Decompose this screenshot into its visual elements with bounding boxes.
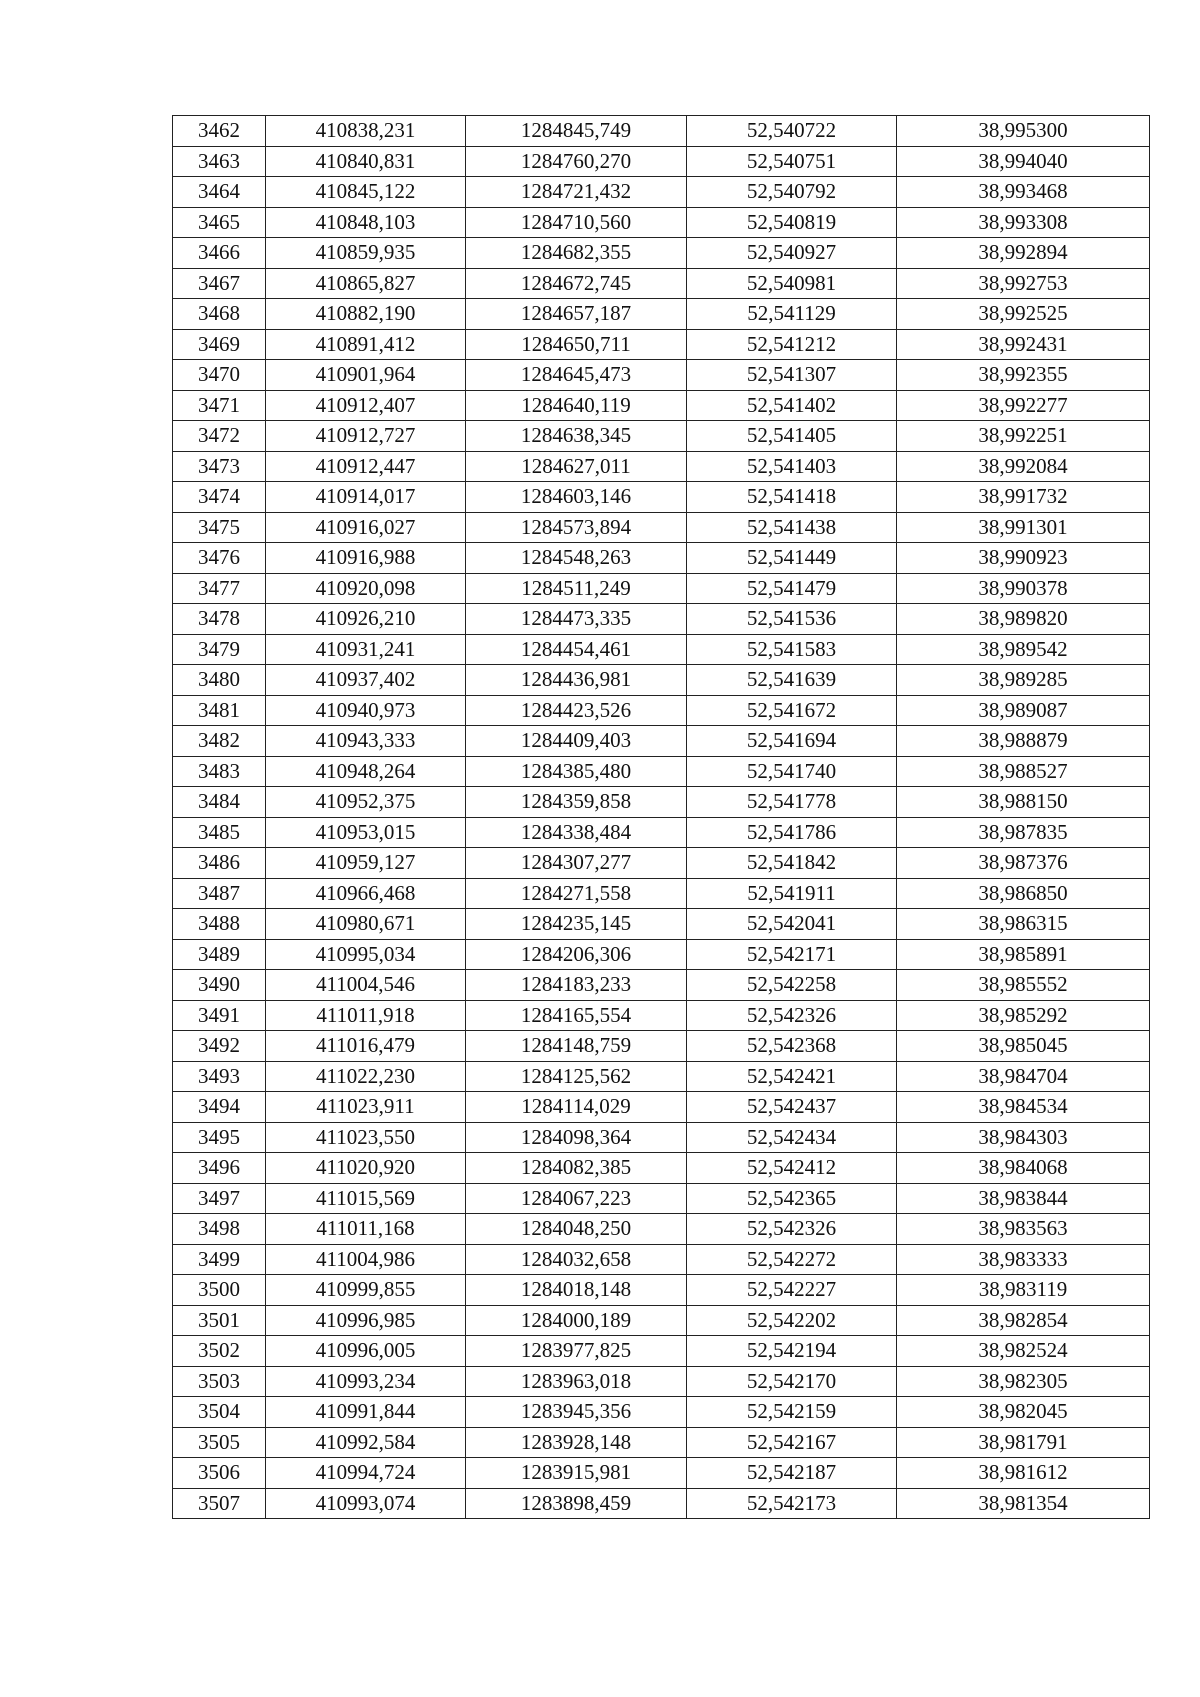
table-row — [173, 1336, 1150, 1367]
point-number-cell: 3474 — [173, 482, 266, 513]
longitude-cell: 38,985292 — [897, 1000, 1150, 1031]
table-row — [173, 1488, 1150, 1519]
latitude-cell: 52,542194 — [687, 1336, 897, 1367]
latitude-cell: 52,541672 — [687, 695, 897, 726]
point-number-cell: 3490 — [173, 970, 266, 1001]
latitude-cell: 52,542421 — [687, 1061, 897, 1092]
y-coordinate-cell: 1284423,526 — [466, 695, 687, 726]
y-coordinate-cell: 1284638,345 — [466, 421, 687, 452]
table-row — [173, 909, 1150, 940]
longitude-cell: 38,982045 — [897, 1397, 1150, 1428]
table-row — [173, 1458, 1150, 1489]
point-number-cell: 3493 — [173, 1061, 266, 1092]
table-row — [173, 177, 1150, 208]
latitude-cell: 52,540981 — [687, 268, 897, 299]
table-row — [173, 756, 1150, 787]
point-number-cell: 3503 — [173, 1366, 266, 1397]
y-coordinate-cell: 1284548,263 — [466, 543, 687, 574]
latitude-cell: 52,541129 — [687, 299, 897, 330]
x-coordinate-cell: 410916,027 — [266, 512, 466, 543]
table-row — [173, 116, 1150, 147]
y-coordinate-cell: 1284640,119 — [466, 390, 687, 421]
latitude-cell: 52,542365 — [687, 1183, 897, 1214]
latitude-cell: 52,541479 — [687, 573, 897, 604]
x-coordinate-cell: 410901,964 — [266, 360, 466, 391]
point-number-cell: 3468 — [173, 299, 266, 330]
point-number-cell: 3464 — [173, 177, 266, 208]
table-row — [173, 1092, 1150, 1123]
point-number-cell: 3504 — [173, 1397, 266, 1428]
longitude-cell: 38,989820 — [897, 604, 1150, 635]
y-coordinate-cell: 1284082,385 — [466, 1153, 687, 1184]
x-coordinate-cell: 411015,569 — [266, 1183, 466, 1214]
table-row — [173, 1031, 1150, 1062]
latitude-cell: 52,542173 — [687, 1488, 897, 1519]
x-coordinate-cell: 410926,210 — [266, 604, 466, 635]
y-coordinate-cell: 1284603,146 — [466, 482, 687, 513]
table-row — [173, 1305, 1150, 1336]
x-coordinate-cell: 410994,724 — [266, 1458, 466, 1489]
latitude-cell: 52,540819 — [687, 207, 897, 238]
latitude-cell: 52,542170 — [687, 1366, 897, 1397]
coordinates-table-body — [173, 116, 1150, 1519]
x-coordinate-cell: 410914,017 — [266, 482, 466, 513]
point-number-cell: 3494 — [173, 1092, 266, 1123]
x-coordinate-cell: 410865,827 — [266, 268, 466, 299]
latitude-cell: 52,540927 — [687, 238, 897, 269]
longitude-cell: 38,985552 — [897, 970, 1150, 1001]
table-row — [173, 482, 1150, 513]
latitude-cell: 52,541583 — [687, 634, 897, 665]
y-coordinate-cell: 1283928,148 — [466, 1427, 687, 1458]
longitude-cell: 38,981354 — [897, 1488, 1150, 1519]
latitude-cell: 52,541639 — [687, 665, 897, 696]
table-row — [173, 939, 1150, 970]
table-row — [173, 1153, 1150, 1184]
y-coordinate-cell: 1283945,356 — [466, 1397, 687, 1428]
table-row — [173, 634, 1150, 665]
longitude-cell: 38,986850 — [897, 878, 1150, 909]
y-coordinate-cell: 1284710,560 — [466, 207, 687, 238]
x-coordinate-cell: 410891,412 — [266, 329, 466, 360]
table-row — [173, 817, 1150, 848]
y-coordinate-cell: 1284067,223 — [466, 1183, 687, 1214]
table-row — [173, 543, 1150, 574]
x-coordinate-cell: 410943,333 — [266, 726, 466, 757]
x-coordinate-cell: 410966,468 — [266, 878, 466, 909]
point-number-cell: 3497 — [173, 1183, 266, 1214]
point-number-cell: 3507 — [173, 1488, 266, 1519]
table-row — [173, 1214, 1150, 1245]
table-row — [173, 390, 1150, 421]
y-coordinate-cell: 1284657,187 — [466, 299, 687, 330]
latitude-cell: 52,542202 — [687, 1305, 897, 1336]
latitude-cell: 52,541786 — [687, 817, 897, 848]
point-number-cell: 3506 — [173, 1458, 266, 1489]
point-number-cell: 3481 — [173, 695, 266, 726]
y-coordinate-cell: 1284511,249 — [466, 573, 687, 604]
longitude-cell: 38,987835 — [897, 817, 1150, 848]
y-coordinate-cell: 1284183,233 — [466, 970, 687, 1001]
x-coordinate-cell: 410840,831 — [266, 146, 466, 177]
x-coordinate-cell: 410991,844 — [266, 1397, 466, 1428]
point-number-cell: 3472 — [173, 421, 266, 452]
longitude-cell: 38,992277 — [897, 390, 1150, 421]
longitude-cell: 38,983844 — [897, 1183, 1150, 1214]
table-row — [173, 207, 1150, 238]
latitude-cell: 52,542187 — [687, 1458, 897, 1489]
longitude-cell: 38,991732 — [897, 482, 1150, 513]
latitude-cell: 52,542326 — [687, 1000, 897, 1031]
x-coordinate-cell: 410848,103 — [266, 207, 466, 238]
latitude-cell: 52,541449 — [687, 543, 897, 574]
longitude-cell: 38,995300 — [897, 116, 1150, 147]
y-coordinate-cell: 1283915,981 — [466, 1458, 687, 1489]
latitude-cell: 52,542326 — [687, 1214, 897, 1245]
point-number-cell: 3487 — [173, 878, 266, 909]
latitude-cell: 52,541536 — [687, 604, 897, 635]
y-coordinate-cell: 1284645,473 — [466, 360, 687, 391]
longitude-cell: 38,992084 — [897, 451, 1150, 482]
latitude-cell: 52,542272 — [687, 1244, 897, 1275]
longitude-cell: 38,983119 — [897, 1275, 1150, 1306]
x-coordinate-cell: 410912,727 — [266, 421, 466, 452]
table-row — [173, 787, 1150, 818]
point-number-cell: 3500 — [173, 1275, 266, 1306]
x-coordinate-cell: 410993,234 — [266, 1366, 466, 1397]
x-coordinate-cell: 410845,122 — [266, 177, 466, 208]
x-coordinate-cell: 410995,034 — [266, 939, 466, 970]
longitude-cell: 38,982854 — [897, 1305, 1150, 1336]
latitude-cell: 52,541307 — [687, 360, 897, 391]
point-number-cell: 3466 — [173, 238, 266, 269]
point-number-cell: 3471 — [173, 390, 266, 421]
x-coordinate-cell: 410859,935 — [266, 238, 466, 269]
longitude-cell: 38,993468 — [897, 177, 1150, 208]
y-coordinate-cell: 1283963,018 — [466, 1366, 687, 1397]
y-coordinate-cell: 1284307,277 — [466, 848, 687, 879]
x-coordinate-cell: 411004,546 — [266, 970, 466, 1001]
latitude-cell: 52,541740 — [687, 756, 897, 787]
y-coordinate-cell: 1284682,355 — [466, 238, 687, 269]
x-coordinate-cell: 411023,911 — [266, 1092, 466, 1123]
longitude-cell: 38,989087 — [897, 695, 1150, 726]
y-coordinate-cell: 1283898,459 — [466, 1488, 687, 1519]
point-number-cell: 3465 — [173, 207, 266, 238]
point-number-cell: 3470 — [173, 360, 266, 391]
x-coordinate-cell: 410912,447 — [266, 451, 466, 482]
longitude-cell: 38,991301 — [897, 512, 1150, 543]
table-row — [173, 1427, 1150, 1458]
x-coordinate-cell: 410838,231 — [266, 116, 466, 147]
point-number-cell: 3496 — [173, 1153, 266, 1184]
table-row — [173, 878, 1150, 909]
table-row — [173, 1000, 1150, 1031]
table-row — [173, 1122, 1150, 1153]
table-row — [173, 848, 1150, 879]
longitude-cell: 38,992355 — [897, 360, 1150, 391]
x-coordinate-cell: 410980,671 — [266, 909, 466, 940]
y-coordinate-cell: 1284436,981 — [466, 665, 687, 696]
latitude-cell: 52,542368 — [687, 1031, 897, 1062]
latitude-cell: 52,542171 — [687, 939, 897, 970]
latitude-cell: 52,542041 — [687, 909, 897, 940]
longitude-cell: 38,983563 — [897, 1214, 1150, 1245]
y-coordinate-cell: 1284573,894 — [466, 512, 687, 543]
x-coordinate-cell: 410882,190 — [266, 299, 466, 330]
table-row — [173, 329, 1150, 360]
longitude-cell: 38,985045 — [897, 1031, 1150, 1062]
point-number-cell: 3477 — [173, 573, 266, 604]
point-number-cell: 3495 — [173, 1122, 266, 1153]
latitude-cell: 52,540751 — [687, 146, 897, 177]
table-row — [173, 268, 1150, 299]
x-coordinate-cell: 410940,973 — [266, 695, 466, 726]
y-coordinate-cell: 1284760,270 — [466, 146, 687, 177]
point-number-cell: 3475 — [173, 512, 266, 543]
y-coordinate-cell: 1284048,250 — [466, 1214, 687, 1245]
latitude-cell: 52,541418 — [687, 482, 897, 513]
table-row — [173, 421, 1150, 452]
table-row — [173, 1366, 1150, 1397]
longitude-cell: 38,989285 — [897, 665, 1150, 696]
point-number-cell: 3467 — [173, 268, 266, 299]
x-coordinate-cell: 411011,168 — [266, 1214, 466, 1245]
longitude-cell: 38,984068 — [897, 1153, 1150, 1184]
longitude-cell: 38,984303 — [897, 1122, 1150, 1153]
y-coordinate-cell: 1284338,484 — [466, 817, 687, 848]
y-coordinate-cell: 1283977,825 — [466, 1336, 687, 1367]
x-coordinate-cell: 410992,584 — [266, 1427, 466, 1458]
point-number-cell: 3486 — [173, 848, 266, 879]
y-coordinate-cell: 1284271,558 — [466, 878, 687, 909]
table-row — [173, 695, 1150, 726]
y-coordinate-cell: 1284359,858 — [466, 787, 687, 818]
latitude-cell: 52,542258 — [687, 970, 897, 1001]
table-row — [173, 360, 1150, 391]
x-coordinate-cell: 410999,855 — [266, 1275, 466, 1306]
latitude-cell: 52,542159 — [687, 1397, 897, 1428]
x-coordinate-cell: 411022,230 — [266, 1061, 466, 1092]
y-coordinate-cell: 1284385,480 — [466, 756, 687, 787]
table-row — [173, 604, 1150, 635]
longitude-cell: 38,982524 — [897, 1336, 1150, 1367]
latitude-cell: 52,541212 — [687, 329, 897, 360]
longitude-cell: 38,992525 — [897, 299, 1150, 330]
longitude-cell: 38,984534 — [897, 1092, 1150, 1123]
x-coordinate-cell: 410916,988 — [266, 543, 466, 574]
y-coordinate-cell: 1284845,749 — [466, 116, 687, 147]
longitude-cell: 38,981791 — [897, 1427, 1150, 1458]
x-coordinate-cell: 411020,920 — [266, 1153, 466, 1184]
longitude-cell: 38,981612 — [897, 1458, 1150, 1489]
y-coordinate-cell: 1284650,711 — [466, 329, 687, 360]
point-number-cell: 3498 — [173, 1214, 266, 1245]
y-coordinate-cell: 1284125,562 — [466, 1061, 687, 1092]
point-number-cell: 3476 — [173, 543, 266, 574]
y-coordinate-cell: 1284114,029 — [466, 1092, 687, 1123]
table-row — [173, 146, 1150, 177]
table-row — [173, 1397, 1150, 1428]
x-coordinate-cell: 410996,985 — [266, 1305, 466, 1336]
y-coordinate-cell: 1284000,189 — [466, 1305, 687, 1336]
y-coordinate-cell: 1284148,759 — [466, 1031, 687, 1062]
point-number-cell: 3484 — [173, 787, 266, 818]
point-number-cell: 3502 — [173, 1336, 266, 1367]
latitude-cell: 52,542434 — [687, 1122, 897, 1153]
table-row — [173, 665, 1150, 696]
y-coordinate-cell: 1284206,306 — [466, 939, 687, 970]
latitude-cell: 52,541911 — [687, 878, 897, 909]
point-number-cell: 3469 — [173, 329, 266, 360]
point-number-cell: 3463 — [173, 146, 266, 177]
y-coordinate-cell: 1284627,011 — [466, 451, 687, 482]
table-row — [173, 726, 1150, 757]
y-coordinate-cell: 1284032,658 — [466, 1244, 687, 1275]
x-coordinate-cell: 410996,005 — [266, 1336, 466, 1367]
point-number-cell: 3482 — [173, 726, 266, 757]
latitude-cell: 52,541778 — [687, 787, 897, 818]
table-row — [173, 451, 1150, 482]
point-number-cell: 3462 — [173, 116, 266, 147]
longitude-cell: 38,993308 — [897, 207, 1150, 238]
x-coordinate-cell: 410912,407 — [266, 390, 466, 421]
x-coordinate-cell: 410993,074 — [266, 1488, 466, 1519]
latitude-cell: 52,541405 — [687, 421, 897, 452]
longitude-cell: 38,992251 — [897, 421, 1150, 452]
point-number-cell: 3501 — [173, 1305, 266, 1336]
longitude-cell: 38,994040 — [897, 146, 1150, 177]
y-coordinate-cell: 1284018,148 — [466, 1275, 687, 1306]
coordinates-table — [172, 115, 1150, 1519]
table-row — [173, 1061, 1150, 1092]
table-row — [173, 238, 1150, 269]
longitude-cell: 38,992753 — [897, 268, 1150, 299]
x-coordinate-cell: 411004,986 — [266, 1244, 466, 1275]
y-coordinate-cell: 1284473,335 — [466, 604, 687, 635]
table-row — [173, 1275, 1150, 1306]
y-coordinate-cell: 1284235,145 — [466, 909, 687, 940]
longitude-cell: 38,992894 — [897, 238, 1150, 269]
point-number-cell: 3483 — [173, 756, 266, 787]
latitude-cell: 52,541438 — [687, 512, 897, 543]
latitude-cell: 52,541694 — [687, 726, 897, 757]
latitude-cell: 52,541402 — [687, 390, 897, 421]
point-number-cell: 3479 — [173, 634, 266, 665]
latitude-cell: 52,541403 — [687, 451, 897, 482]
table-row — [173, 1183, 1150, 1214]
longitude-cell: 38,992431 — [897, 329, 1150, 360]
longitude-cell: 38,988150 — [897, 787, 1150, 818]
point-number-cell: 3491 — [173, 1000, 266, 1031]
x-coordinate-cell: 411023,550 — [266, 1122, 466, 1153]
table-row — [173, 1244, 1150, 1275]
y-coordinate-cell: 1284409,403 — [466, 726, 687, 757]
latitude-cell: 52,540792 — [687, 177, 897, 208]
y-coordinate-cell: 1284098,364 — [466, 1122, 687, 1153]
x-coordinate-cell: 410920,098 — [266, 573, 466, 604]
point-number-cell: 3499 — [173, 1244, 266, 1275]
table-row — [173, 970, 1150, 1001]
longitude-cell: 38,986315 — [897, 909, 1150, 940]
y-coordinate-cell: 1284454,461 — [466, 634, 687, 665]
x-coordinate-cell: 410931,241 — [266, 634, 466, 665]
longitude-cell: 38,985891 — [897, 939, 1150, 970]
point-number-cell: 3478 — [173, 604, 266, 635]
y-coordinate-cell: 1284672,745 — [466, 268, 687, 299]
x-coordinate-cell: 410952,375 — [266, 787, 466, 818]
point-number-cell: 3489 — [173, 939, 266, 970]
latitude-cell: 52,542227 — [687, 1275, 897, 1306]
x-coordinate-cell: 411011,918 — [266, 1000, 466, 1031]
latitude-cell: 52,542437 — [687, 1092, 897, 1123]
x-coordinate-cell: 410953,015 — [266, 817, 466, 848]
x-coordinate-cell: 410937,402 — [266, 665, 466, 696]
latitude-cell: 52,542167 — [687, 1427, 897, 1458]
longitude-cell: 38,990923 — [897, 543, 1150, 574]
x-coordinate-cell: 411016,479 — [266, 1031, 466, 1062]
latitude-cell: 52,540722 — [687, 116, 897, 147]
x-coordinate-cell: 410948,264 — [266, 756, 466, 787]
latitude-cell: 52,542412 — [687, 1153, 897, 1184]
y-coordinate-cell: 1284721,432 — [466, 177, 687, 208]
point-number-cell: 3488 — [173, 909, 266, 940]
longitude-cell: 38,989542 — [897, 634, 1150, 665]
table-row — [173, 573, 1150, 604]
longitude-cell: 38,982305 — [897, 1366, 1150, 1397]
latitude-cell: 52,541842 — [687, 848, 897, 879]
y-coordinate-cell: 1284165,554 — [466, 1000, 687, 1031]
point-number-cell: 3505 — [173, 1427, 266, 1458]
longitude-cell: 38,990378 — [897, 573, 1150, 604]
longitude-cell: 38,987376 — [897, 848, 1150, 879]
longitude-cell: 38,983333 — [897, 1244, 1150, 1275]
point-number-cell: 3492 — [173, 1031, 266, 1062]
longitude-cell: 38,984704 — [897, 1061, 1150, 1092]
point-number-cell: 3480 — [173, 665, 266, 696]
longitude-cell: 38,988527 — [897, 756, 1150, 787]
point-number-cell: 3485 — [173, 817, 266, 848]
longitude-cell: 38,988879 — [897, 726, 1150, 757]
table-row — [173, 299, 1150, 330]
table-row — [173, 512, 1150, 543]
point-number-cell: 3473 — [173, 451, 266, 482]
x-coordinate-cell: 410959,127 — [266, 848, 466, 879]
